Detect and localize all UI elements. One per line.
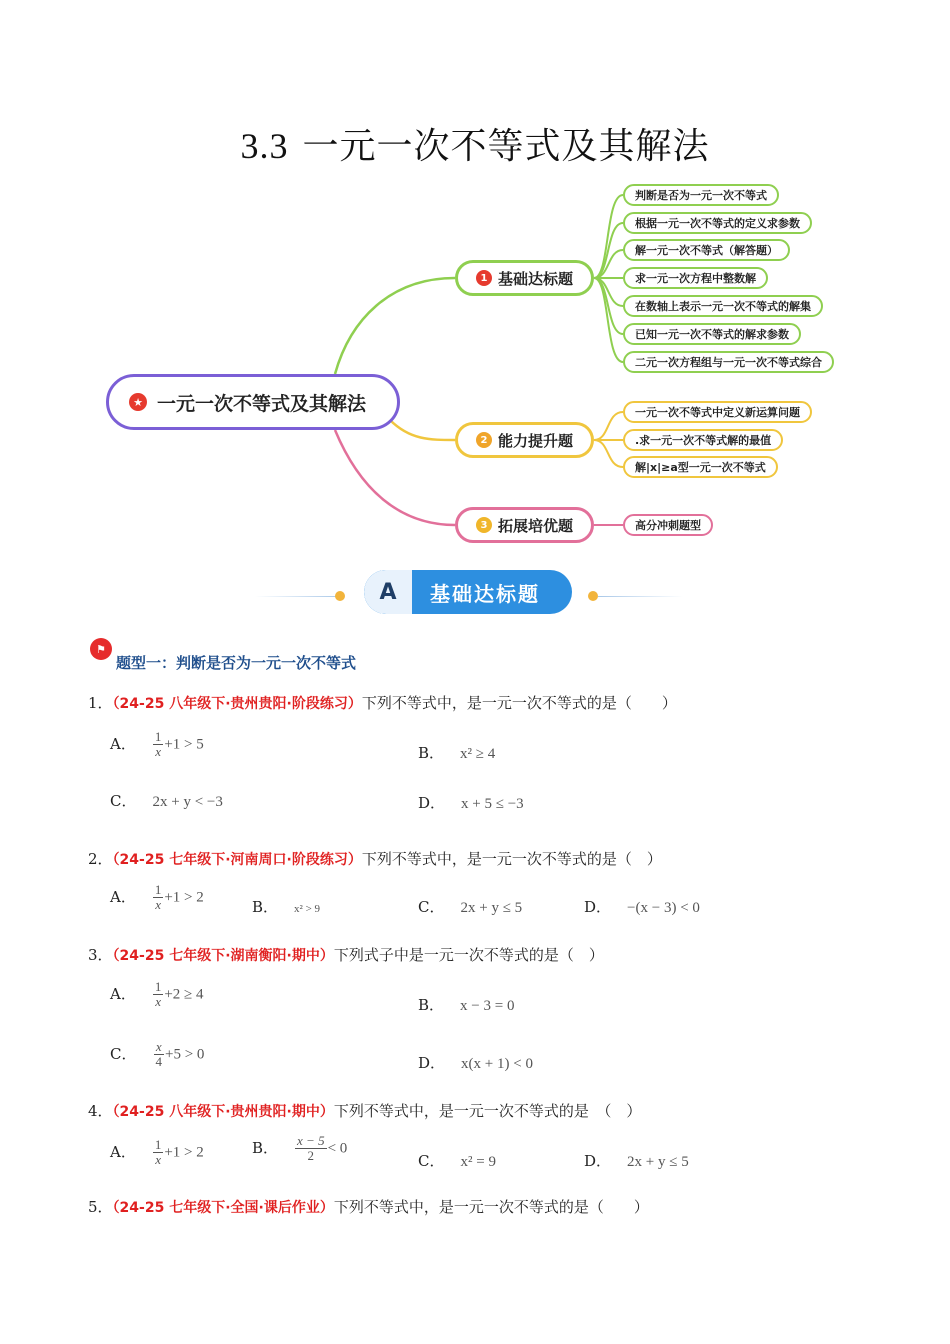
frac-den: 4 [155,1054,162,1069]
branch-label: 能力提升题 [498,431,574,450]
option-d [584,1150,689,1171]
option-b [252,1134,347,1163]
leaf-item: 已知一元一次不等式的解求参数 [623,323,801,345]
question-4 [88,1100,641,1121]
option-label: D． [584,1152,612,1170]
question-number: 2． [88,850,113,868]
branch-advanced [455,422,594,458]
branch-label: 基础达标题 [498,269,574,288]
type-heading: 题型一：判断是否为一元一次不等式 [116,654,357,672]
leaf-item: 解|x|≥a型一元一次不等式 [623,456,778,478]
star-icon: ★ [129,393,147,411]
option-a [110,980,204,1009]
connector-root-b3 [335,430,455,525]
option-expr: x + 5 ≤ −3 [461,796,524,812]
question-number: 1． [88,694,113,712]
frac-num: 1 [154,729,162,744]
option-d [418,1052,533,1073]
frac-den: 2 [307,1148,315,1163]
question-stem: 下列不等式中，是一元一次不等式的是（ ） [361,850,662,868]
question-number: 5． [88,1198,113,1216]
root-label: 一元一次不等式及其解法 [157,392,367,415]
question-5 [88,1196,649,1217]
branch-label: 拓展培优题 [498,516,574,535]
option-expr: 2x + y < −3 [152,794,223,810]
leaf-item: 一元一次不等式中定义新运算问题 [623,401,812,423]
question-stem: 下列不等式中，是一元一次不等式的是 （ ） [333,1102,642,1120]
option-expr: +5 > 0 [164,1046,205,1063]
question-2 [88,848,662,869]
option-expr: x(x + 1) < 0 [461,1056,533,1072]
question-source: （24-25 八年级下·贵州贵阳·阶段练习） [112,696,362,712]
banner-dot-right [588,591,598,601]
frac-den: x [155,744,161,759]
frac-num: 1 [154,882,162,897]
option-expr: 2x + y ≤ 5 [460,900,523,916]
option-expr: +1 > 5 [164,736,204,753]
frac-den: x [155,994,161,1009]
title-text: 一元一次不等式及其解法 [302,126,710,167]
mindmap-root [106,374,400,430]
option-label: B． [252,898,279,916]
option-label: A． [110,984,136,1003]
option-expr: x² > 9 [294,903,321,915]
option-expr: < 0 [327,1140,348,1157]
option-label: A． [110,734,136,753]
option-label: B． [252,1138,279,1157]
leaf-item: 求一元一次方程中整数解 [623,267,768,289]
badge-3-icon: 3 [476,517,492,533]
section-title: 基础达标题 [430,581,540,606]
option-a [110,883,204,912]
option-d [584,896,700,917]
option-label: B． [418,744,445,762]
frac-num: 1 [154,979,162,994]
option-expr: x² = 9 [460,1154,496,1170]
option-label: D． [418,794,446,812]
leaf-item: 解一元一次不等式（解答题） [623,239,790,261]
banner-dot-left [335,591,345,601]
question-source: （24-25 七年级下·全国·课后作业） [112,1200,334,1216]
branch-basic [455,260,594,296]
frac-den: x [155,897,161,912]
option-expr: +1 > 2 [164,889,204,906]
option-c [110,1040,204,1069]
question-stem: 下列不等式中，是一元一次不等式的是（ ） [361,694,677,712]
question-number: 3． [88,946,113,964]
option-label: B． [418,996,445,1014]
option-expr: +2 ≥ 4 [164,986,204,1003]
option-c [418,1150,496,1171]
question-1 [88,692,677,713]
leaf-item: 判断是否为一元一次不等式 [623,184,779,206]
fraction [153,1138,164,1167]
option-label: D． [584,898,612,916]
banner-line-left [255,596,340,597]
section-letter: A [364,570,412,614]
leaf-item: .求一元一次不等式解的最值 [623,429,783,451]
option-label: C． [418,898,445,916]
fraction [153,730,164,759]
question-number: 4． [88,1102,113,1120]
leaf-item: 在数轴上表示一元一次不等式的解集 [623,295,823,317]
leaf-item: 根据一元一次不等式的定义求参数 [623,212,812,234]
banner-line-right [598,596,683,597]
connector-root-b1 [335,278,455,374]
frac-num: x − 5 [297,1133,325,1148]
badge-2-icon: 2 [476,432,492,448]
badge-1-icon: 1 [476,270,492,286]
section-banner [364,570,572,614]
branch-extension [455,507,594,543]
option-d [418,792,524,813]
option-c [418,896,522,917]
title-number: 3.3 [240,126,289,166]
option-expr: x² ≥ 4 [460,746,496,762]
fraction [153,980,164,1009]
option-b [418,742,495,763]
option-a [110,730,204,759]
option-expr: −(x − 3) < 0 [627,900,700,916]
leaf-item: 二元一次方程组与一元一次不等式综合 [623,351,834,373]
question-source: （24-25 七年级下·湖南衡阳·期中） [112,948,334,964]
option-expr: +1 > 2 [164,1144,204,1161]
option-label: C． [110,1044,137,1063]
option-label: C． [110,792,137,810]
fraction [295,1134,327,1163]
option-a [110,1138,204,1167]
option-label: D． [418,1054,446,1072]
leaf-item: 高分冲刺题型 [623,514,713,536]
option-b [418,994,514,1015]
frac-den: x [155,1152,161,1167]
connector-root-b2 [390,420,455,440]
question-source: （24-25 七年级下·河南周口·阶段练习） [112,852,362,868]
fraction [153,883,164,912]
fraction [153,1040,164,1069]
option-label: A． [110,1142,136,1161]
flag-icon: ⚑ [90,638,112,660]
question-source: （24-25 八年级下·贵州贵阳·期中） [112,1104,334,1120]
option-label: A． [110,887,136,906]
option-expr: 2x + y ≤ 5 [627,1154,689,1170]
option-c [110,790,223,811]
option-expr: x − 3 = 0 [460,998,515,1014]
option-b [252,896,320,917]
frac-num: x [155,1039,162,1054]
option-label: C． [418,1152,445,1170]
question-stem: 下列不等式中，是一元一次不等式的是（ ） [333,1198,649,1216]
question-3 [88,944,604,965]
question-stem: 下列式子中是一元一次不等式的是（ ） [333,946,604,964]
frac-num: 1 [154,1137,162,1152]
